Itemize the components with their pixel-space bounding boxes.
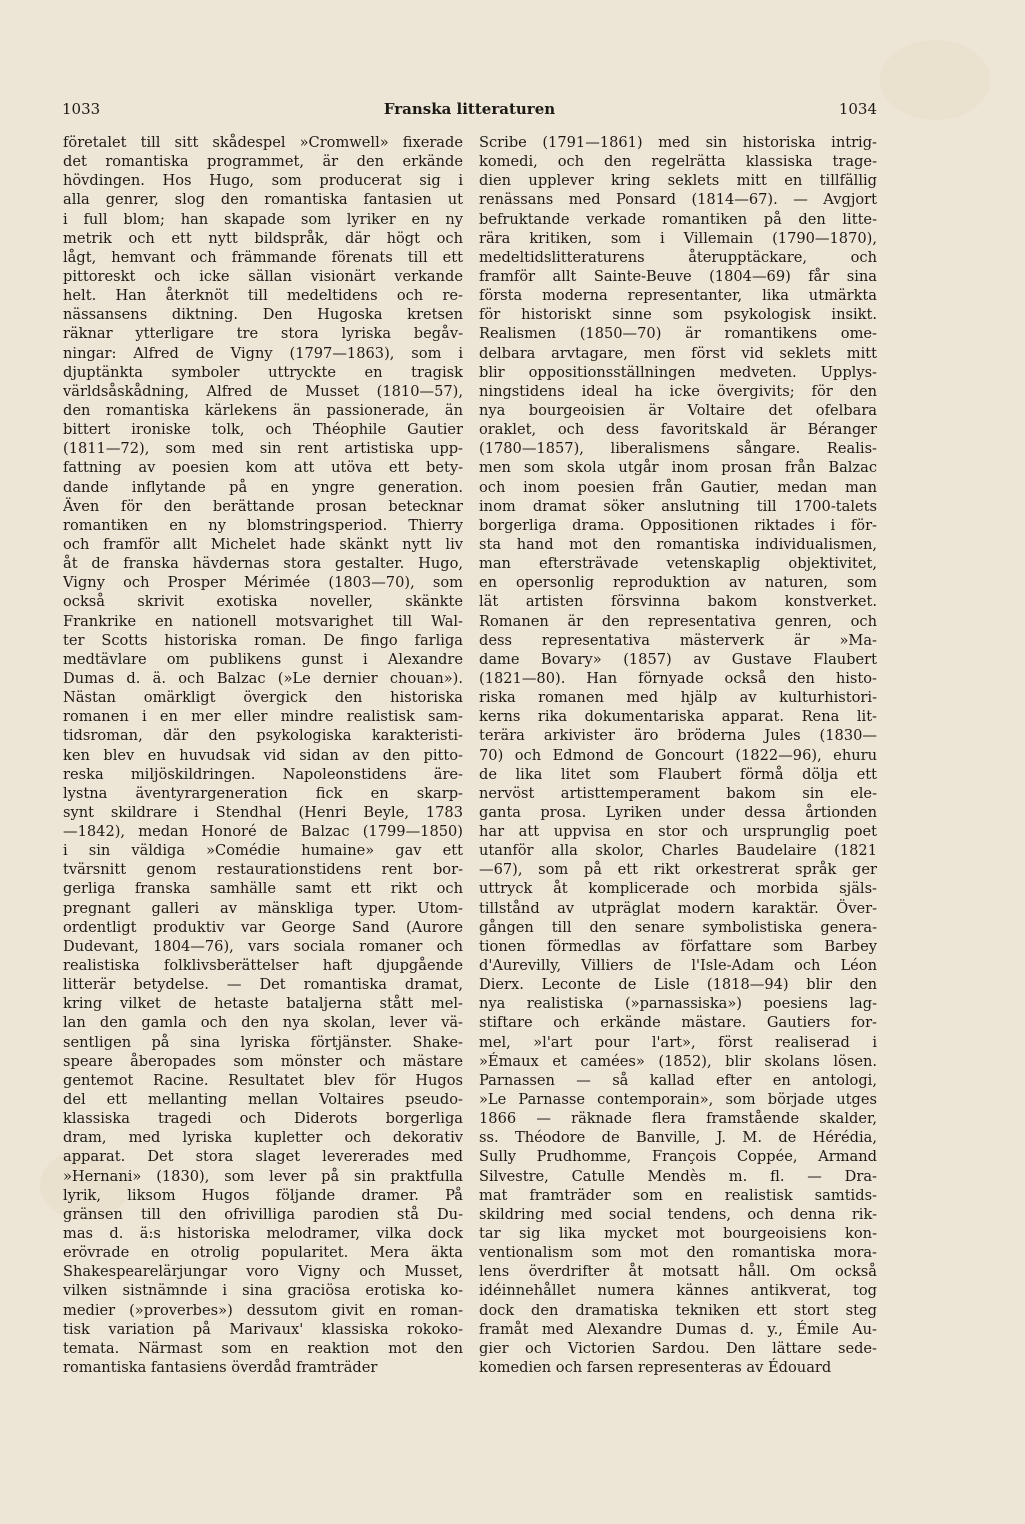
text-line: erövrade en otrolig popularitet. Mera äkta [63,1244,463,1262]
text-line: hövdingen. Hos Hugo, som producerat sig i [63,172,463,190]
text-line: oraklet, och dess favoritskald är Béranger [479,421,877,439]
text-line: temata. Närmast som en reaktion mot den [63,1339,463,1357]
text-line: stiftare och erkände mästare. Gautiers for- [479,1014,877,1032]
text-line: blir oppositionsställningen medveten. Upplys- [479,363,877,381]
text-line: inom dramat söker anslutning till 1700-talets [479,497,877,515]
text-line: kerns rika dokumentariska apparat. Rena lit- [479,708,877,726]
text-line: (1780—1857), liberalismens sångare. Realis- [479,440,877,458]
text-line: komedien och farsen representeras av Édouard [479,1359,832,1376]
text-line: och framför allt Michelet hade skänkt nytt liv [63,535,463,553]
text-line: klassiska tragedi och Diderots borgerliga [63,1110,463,1128]
text-line: världsåskådning, Alfred de Musset (1810—57), [63,382,463,400]
text-line: mat framträder som en realistisk samtids- [479,1186,877,1204]
text-line: djuptänkta symboler uttryckte en tragisk [63,363,463,381]
text-line: Dierx. Leconte de Lisle (1818—94) blir den [479,976,877,994]
running-title: Franska litteraturen [383,100,556,118]
text-line: kring vilket de hetaste bataljerna stått mel- [63,995,463,1013]
text-line: tvärsnitt genom restaurationstidens rent bor- [63,861,463,879]
text-line: i full blom; han skapade som lyriker en ny [63,210,463,228]
text-line: medeltidslitteraturens återupptäckare, och [479,248,877,266]
text-line: (1821—80). Han förnyade också den histo- [479,669,877,687]
text-line: litterär betydelse. — Det romantiska dramat, [63,976,463,994]
text-line: utanför alla skolor, Charles Baudelaire (1821 [479,842,877,860]
text-line: dock den dramatiska tekniken ett stort steg [479,1301,877,1319]
text-line: lystna äventyrargeneration fick en skarp- [63,784,463,802]
text-line: åt de franska hävdernas stora gestalter. Hugo, [63,555,463,573]
text-line: helt. Han återknöt till medeltidens och re- [63,287,463,305]
text-line: dess representativa mästerverk är »Ma- [479,631,877,649]
text-line: framför allt Sainte-Beuve (1804—69) får sina [479,267,877,285]
text-line: Dudevant, 1804—76), vars sociala romaner och [63,937,463,955]
text-line: vilken sistnämnde i sina graciösa erotiska ko- [63,1282,463,1300]
text-line: (1811—72), som med sin rent artistiska upp- [63,440,463,458]
right-column [479,133,877,1377]
text-line: också skrivit exotiska noveller, skänkte [63,593,463,611]
text-line: dram, med lyriska kupletter och dekorativ [63,1129,463,1147]
text-line: mas d. ä:s historiska melodramer, vilka dock [63,1225,463,1243]
text-line: —1842), medan Honoré de Balzac (1799—1850) [63,823,463,841]
text-line: skildring med social tendens, och denna rik- [479,1205,877,1223]
text-line: bittert ironiske tolk, och Théophile Gautier [63,421,463,439]
text-line: de lika litet som Flaubert förmå dölja ett [479,765,877,783]
page-header [62,100,877,122]
text-line: uttryck åt komplicerade och morbida själs- [479,880,877,898]
text-line: Shakespearelärjungar voro Vigny och Musset, [63,1263,463,1281]
text-line: ter Scotts historiska roman. De fingo farliga [63,631,463,649]
text-line: »Émaux et camées» (1852), blir skolans lösen. [479,1052,877,1070]
text-line: 70) och Edmond de Goncourt (1822—96), ehuru [479,746,877,764]
text-line: dande inflytande på en yngre generation. [63,478,463,496]
text-line: delbara arvtagare, men först vid seklets mitt [479,344,877,362]
text-line: ganta prosa. Lyriken under dessa årtionden [479,803,877,821]
text-line: gränsen till den ofrivilliga parodien stå Du- [63,1205,463,1223]
text-line: apparat. Det stora slaget levererades med [63,1148,463,1166]
text-line: »Hernani» (1830), som lever på sin praktfulla [63,1167,463,1185]
text-line: nya realistiska (»parnassiska») poesiens lag- [479,995,877,1013]
text-line: nässansens diktning. Den Hugoska kretsen [63,306,463,324]
text-line: första moderna representanter, lika utmärkta [479,287,877,305]
page-number-left: 1033 [62,100,101,118]
page-number-right: 1034 [838,100,877,118]
text-line: realistiska folklivsberättelser haft djupgående [63,957,463,975]
text-line: det romantiska programmet, är den erkände [63,153,463,171]
text-line: sentligen på sina lyriska förtjänster. Shake- [63,1033,463,1051]
text-line: befruktande verkade romantiken på den litte- [479,210,877,228]
text-line: Nästan omärkligt övergick den historiska [63,689,463,707]
text-line: synt skildrare i Stendhal (Henri Beyle, 1783 [63,803,463,821]
text-line: 1866 — räknade flera framstående skalder, [479,1110,877,1128]
text-line: gången till den senare symbolistiska genera- [479,918,877,936]
text-line: medtävlare om publikens gunst i Alexandre [63,650,463,668]
text-line: tisk variation på Marivaux' klassiska rokoko- [63,1320,463,1338]
text-line: ningstidens ideal ha icke övergivits; för den [479,382,877,400]
text-line: speare åberopades som mönster och mästare [63,1052,463,1070]
text-line: Silvestre, Catulle Mendès m. fl. — Dra- [479,1167,877,1185]
text-line: Romanen är den representativa genren, och [479,612,877,630]
text-line: men som skola utgår inom prosan från Balzac [479,459,877,477]
text-line: romanen i en mer eller mindre realistisk sam- [63,708,463,726]
text-line: lyrik, liksom Hugos följande dramer. På [63,1186,463,1204]
text-line: ordentligt produktiv var George Sand (Aurore [63,918,463,936]
text-line: pittoreskt och icke sällan visionärt verkande [63,267,463,285]
text-line: tionen förmedlas av författare som Barbey [479,937,877,955]
text-line: Sully Prudhomme, François Coppée, Armand [479,1148,877,1166]
text-line: pregnant galleri av mänskliga typer. Utom- [63,899,463,917]
text-line: i sin väldiga »Comédie humaine» gav ett [63,842,463,860]
text-line: romantiken en ny blomstringsperiod. Thierry [63,516,463,534]
text-line: man eftersträvade vetenskaplig objektivitet, [479,555,877,573]
text-line: lågt, hemvant och främmande förenats till ett [63,248,463,266]
text-line: romantiska fantasiens överdåd framträder [63,1359,378,1376]
text-line: —67), som på ett rikt orkestrerat språk ger [479,861,877,879]
text-line: räknar ytterligare tre stora lyriska begåv- [63,325,463,343]
text-line: nya bourgeoisien är Voltaire det ofelbara [479,401,877,419]
text-line: gentemot Racine. Resultatet blev för Hugos [63,1071,463,1089]
text-line: sta hand mot den romantiska individualismen, [479,535,877,553]
text-line: Dumas d. ä. och Balzac (»Le dernier chouan»). [63,669,463,687]
text-line: ken blev en huvudsak vid sidan av den pitto- [63,746,463,764]
text-line: en opersonlig reproduktion av naturen, som [479,574,877,592]
text-line: företalet till sitt skådespel »Cromwell» fixerade [63,134,463,151]
text-line: tidsroman, där den psykologiska karakteristi- [63,727,463,745]
text-line: komedi, och den regelrätta klassiska trage- [479,153,877,171]
text-line: lät artisten försvinna bakom konstverket. [479,593,877,611]
text-line: d'Aurevilly, Villiers de l'Isle-Adam och Léon [479,957,877,975]
text-line: »Le Parnasse contemporain», som började utges [479,1091,877,1109]
text-line: Parnassen — så kallad efter en antologi, [479,1071,877,1089]
text-line: gerliga franska samhälle samt ett rikt och [63,880,463,898]
text-line: och inom poesien från Gautier, medan man [479,478,877,496]
text-line: ventionalism som mot den romantiska mora- [479,1244,877,1262]
text-line: tar sig lika mycket mot bourgeoisiens kon- [479,1225,877,1243]
text-line: lens överdrifter åt motsatt håll. Om också [479,1263,877,1281]
text-line: idéinnehållet numera kännes antikverat, tog [479,1282,877,1300]
text-line: Frankrike en nationell motsvarighet till Wal- [63,612,463,630]
left-column [63,133,463,1377]
text-line: har att uppvisa en stor och ursprunglig poet [479,823,877,841]
text-line: dien upplever kring seklets mitt en tillfällig [479,172,877,190]
text-line: ss. Théodore de Banville, J. M. de Hérédia, [479,1129,877,1147]
text-line: dame Bovary» (1857) av Gustave Flaubert [479,650,877,668]
text-line: mel, »l'art pour l'art», först realiserad i [479,1033,877,1051]
text-line: alla genrer, slog den romantiska fantasien ut [63,191,463,209]
text-line: reska miljöskildringen. Napoleonstidens äre- [63,765,463,783]
text-line: lan den gamla och den nya skolan, lever vä- [63,1014,463,1032]
text-line: Scribe (1791—1861) med sin historiska intrig- [479,134,877,151]
text-line: tillstånd av utpräglat modern karaktär. Över- [479,899,877,917]
text-line: ningar: Alfred de Vigny (1797—1863), som i [63,344,463,362]
text-line: rära kritiken, som i Villemain (1790—1870), [479,229,877,247]
text-line: nervöst artisttemperament bakom sin ele- [479,784,877,802]
text-line: metrik och ett nytt bildspråk, där högt och [63,229,463,247]
text-line: för historiskt sinne som psykologisk insikt. [479,306,877,324]
text-line: Vigny och Prosper Mérimée (1803—70), som [63,574,463,592]
text-line: renässans med Ponsard (1814—67). — Avgjort [479,191,877,209]
text-line: gier och Victorien Sardou. Den lättare sede- [479,1339,877,1357]
text-line: riska romanen med hjälp av kulturhistori- [479,689,877,707]
paper-stain [880,40,990,120]
text-line: fattning av poesien kom att utöva ett bety- [63,459,463,477]
text-line: den romantiska kärlekens än passionerade, än [63,401,463,419]
text-line: framåt med Alexandre Dumas d. y., Émile Au- [479,1320,877,1338]
text-line: Realismen (1850—70) är romantikens ome- [479,325,877,343]
text-line: Även för den berättande prosan betecknar [63,497,463,515]
text-line: terära arkivister äro bröderna Jules (1830— [479,727,877,745]
text-line: del ett mellanting mellan Voltaires pseudo- [63,1091,463,1109]
text-line: borgerliga drama. Oppositionen riktades i för- [479,516,877,534]
text-line: medier (»proverbes») dessutom givit en roman- [63,1301,463,1319]
